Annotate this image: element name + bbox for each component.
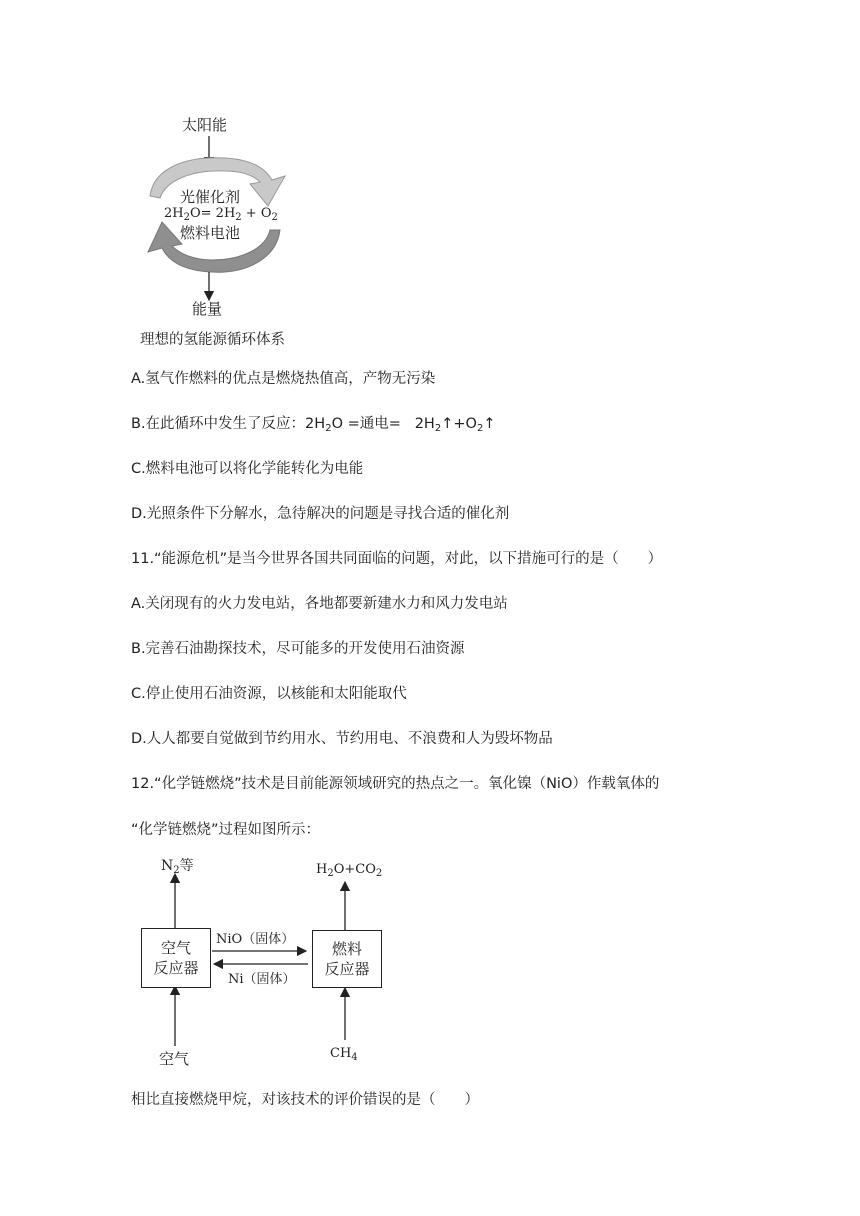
energy-label: 能量 [192, 300, 223, 318]
figure-caption: 理想的氢能源循环体系 [140, 332, 285, 348]
q11-option-a: A.关闭现有的火力发电站，各地都要新建水力和风力发电站 [131, 596, 508, 612]
hydrogen-cycle-figure [140, 108, 310, 353]
q10-option-c: C.燃料电池可以将化学能转化为电能 [131, 461, 364, 477]
solar-energy-label: 太阳能 [182, 116, 228, 134]
q10-option-b: B.在此循环中发生了反应：$2H_2O$ =通电= $2H_2↑+O_2↑$ [131, 416, 496, 434]
q11-stem: 11.“能源危机”是当今世界各国共同面临的问题，对此，以下措施可行的是（ ） [131, 551, 663, 567]
nio-solid-label: NiO（固体） [216, 932, 295, 947]
catalyst-label: 光催化剂 [180, 188, 241, 206]
air-reactor-box: 空气 反应器 [141, 928, 211, 988]
air-input-label: 空气 [159, 1050, 190, 1068]
q11-option-c: C.停止使用石油资源，以核能和太阳能取代 [131, 686, 407, 702]
fuel-cell-label: 燃料电池 [180, 224, 241, 242]
q11-option-d: D.人人都要自觉做到节约用水、节约用电、不浪费和人为毁坏物品 [131, 731, 553, 747]
q12-stem-line2: “化学链燃烧”过程如图所示： [131, 822, 321, 838]
q10-option-d: D.光照条件下分解水，急待解决的问题是寻找合适的催化剂 [131, 506, 510, 522]
fuel-reactor-box: 燃料 反应器 [312, 930, 382, 988]
n2-output-label: $N_2$等 [161, 858, 194, 876]
q10-option-a: A.氢气作燃料的优点是燃烧热值高，产物无污染 [131, 371, 436, 387]
ch4-input-label: $CH_4$ [330, 1046, 358, 1063]
q12-question: 相比直接燃烧甲烷，对该技术的评价错误的是（ ） [131, 1092, 479, 1108]
q12-stem-line1: 12.“化学链燃烧”技术是目前能源领域研究的热点之一。氧化镍（NiO）作载氧体的 [131, 776, 660, 792]
h2o-co2-output-label: $H_2O+CO_2$ [316, 862, 383, 879]
q11-option-b: B.完善石油勘探技术，尽可能多的开发使用石油资源 [131, 641, 465, 657]
chemical-looping-figure [130, 850, 400, 1075]
ni-solid-label: Ni（固体） [228, 972, 296, 987]
water-split-equation: $2H_2O= 2H_2 + O_2$ [164, 206, 278, 223]
